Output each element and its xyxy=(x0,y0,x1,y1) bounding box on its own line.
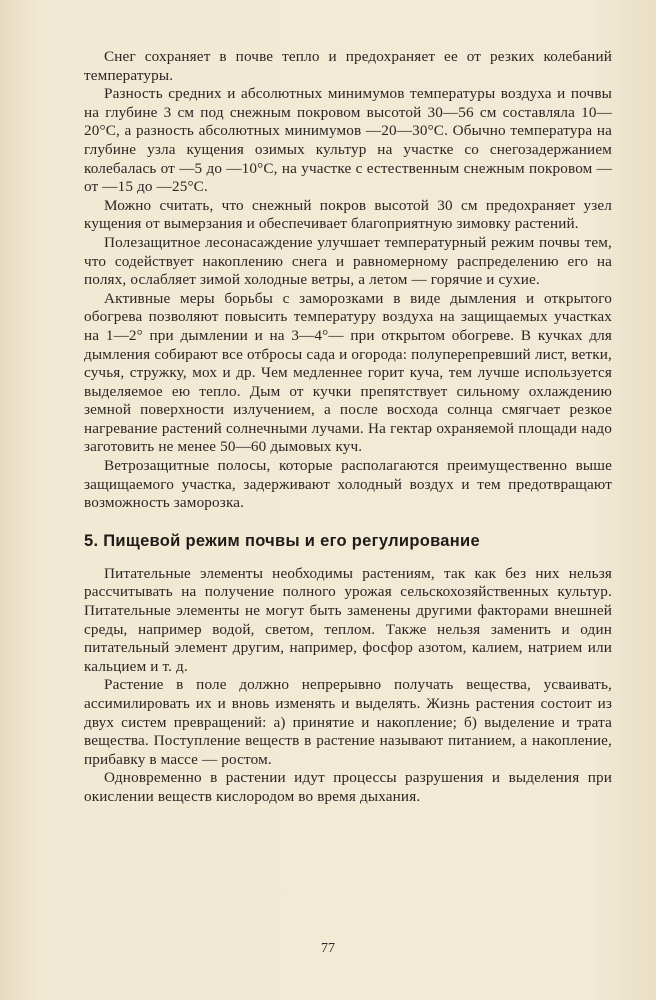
paragraph-plant-metabolism: Растение в поле должно непрерывно получать вещества, усваивать, ассимилировать их и вновь изменять и выделять. Жизнь растения состоит из двух систем превращений: а) принятие и накопление; б) выделение и трата вещества. Поступление веществ в растение называют питанием, а накопление, прибавку в массе — ростом. xyxy=(84,676,612,768)
page-number: 77 xyxy=(321,941,335,956)
paragraph-frost-control: Активные меры борьбы с заморозками в виде дымления и открытого обогрева позволяют повысить температуру воздуха на защищаемых участках на 1—2° при дымлении и на 3—4°— при открытом обогреве. В кучках для дымления собирают все отбросы сада и огорода: полуперепревший лист, ветки, сучья, стружку, мох и др. Чем медленнее горит куча, тем лучше используется выделяемое ею тепло. Дым от кучки препятствует сильному охлаждению земной поверхности излучением, а после восхода солнца смягчает резкое нагревание растений солнечными лучами. На гектар охраняемой площади надо заготовить не менее 50—60 дымовых куч. xyxy=(84,289,612,456)
paragraph-snow-cover: Можно считать, что снежный покров высотой 30 см предохраняет узел кущения от вымерзания и обеспечивает благоприятную зимовку растений. xyxy=(84,196,612,233)
paragraph-forest-belts: Полезащитное лесонасаждение улучшает температурный режим почвы тем, что содействует накоплению снега и равномерному распределению его на полях, ослабляет зимой холодные ветры, а летом — горячие и сухие. xyxy=(84,233,612,289)
page-body xyxy=(84,48,612,807)
paragraph-windbreaks: Ветрозащитные полосы, которые располагаются преимущественно выше защищаемого участка, задерживают холодный воздух и тем предотвращают возможность заморозка. xyxy=(84,457,612,512)
paragraph-snow-warmth: Снег сохраняет в почве тепло и предохраняет ее от резких колебаний температуры. xyxy=(84,48,612,84)
paragraph-nutrients: Питательные элементы необходимы растениям, так как без них нельзя рассчитывать на получение полного урожая сельскохозяйственных культур. Питательные элементы не могут быть заменены другими факторами внешней среды, например водой, светом, теплом. Также нельзя заменить и один питательный элемент другим, например, фосфор азотом, калием, натрием или кальцием и т. д. xyxy=(84,564,612,675)
paragraph-temperature-difference: Разность средних и абсолютных минимумов температуры воздуха и почвы на глубине 3 см под снежным покровом высотой 30—56 см составляла 10—20°С, а разность абсолютных минимумов —20—30°С. Обычно температура на глубине узла кущения озимых культур на участке со снегозадержанием колебалась от —5 до —10°С, на участке с естественным снежным покровом — от —15 до —25°С. xyxy=(84,85,612,196)
section-heading: 5. Пищевой режим почвы и его регулирование xyxy=(84,531,480,550)
paragraph-respiration: Одновременно в растении идут процессы разрушения и выделения при окислении веществ кислородом во время дыхания. xyxy=(84,769,612,805)
